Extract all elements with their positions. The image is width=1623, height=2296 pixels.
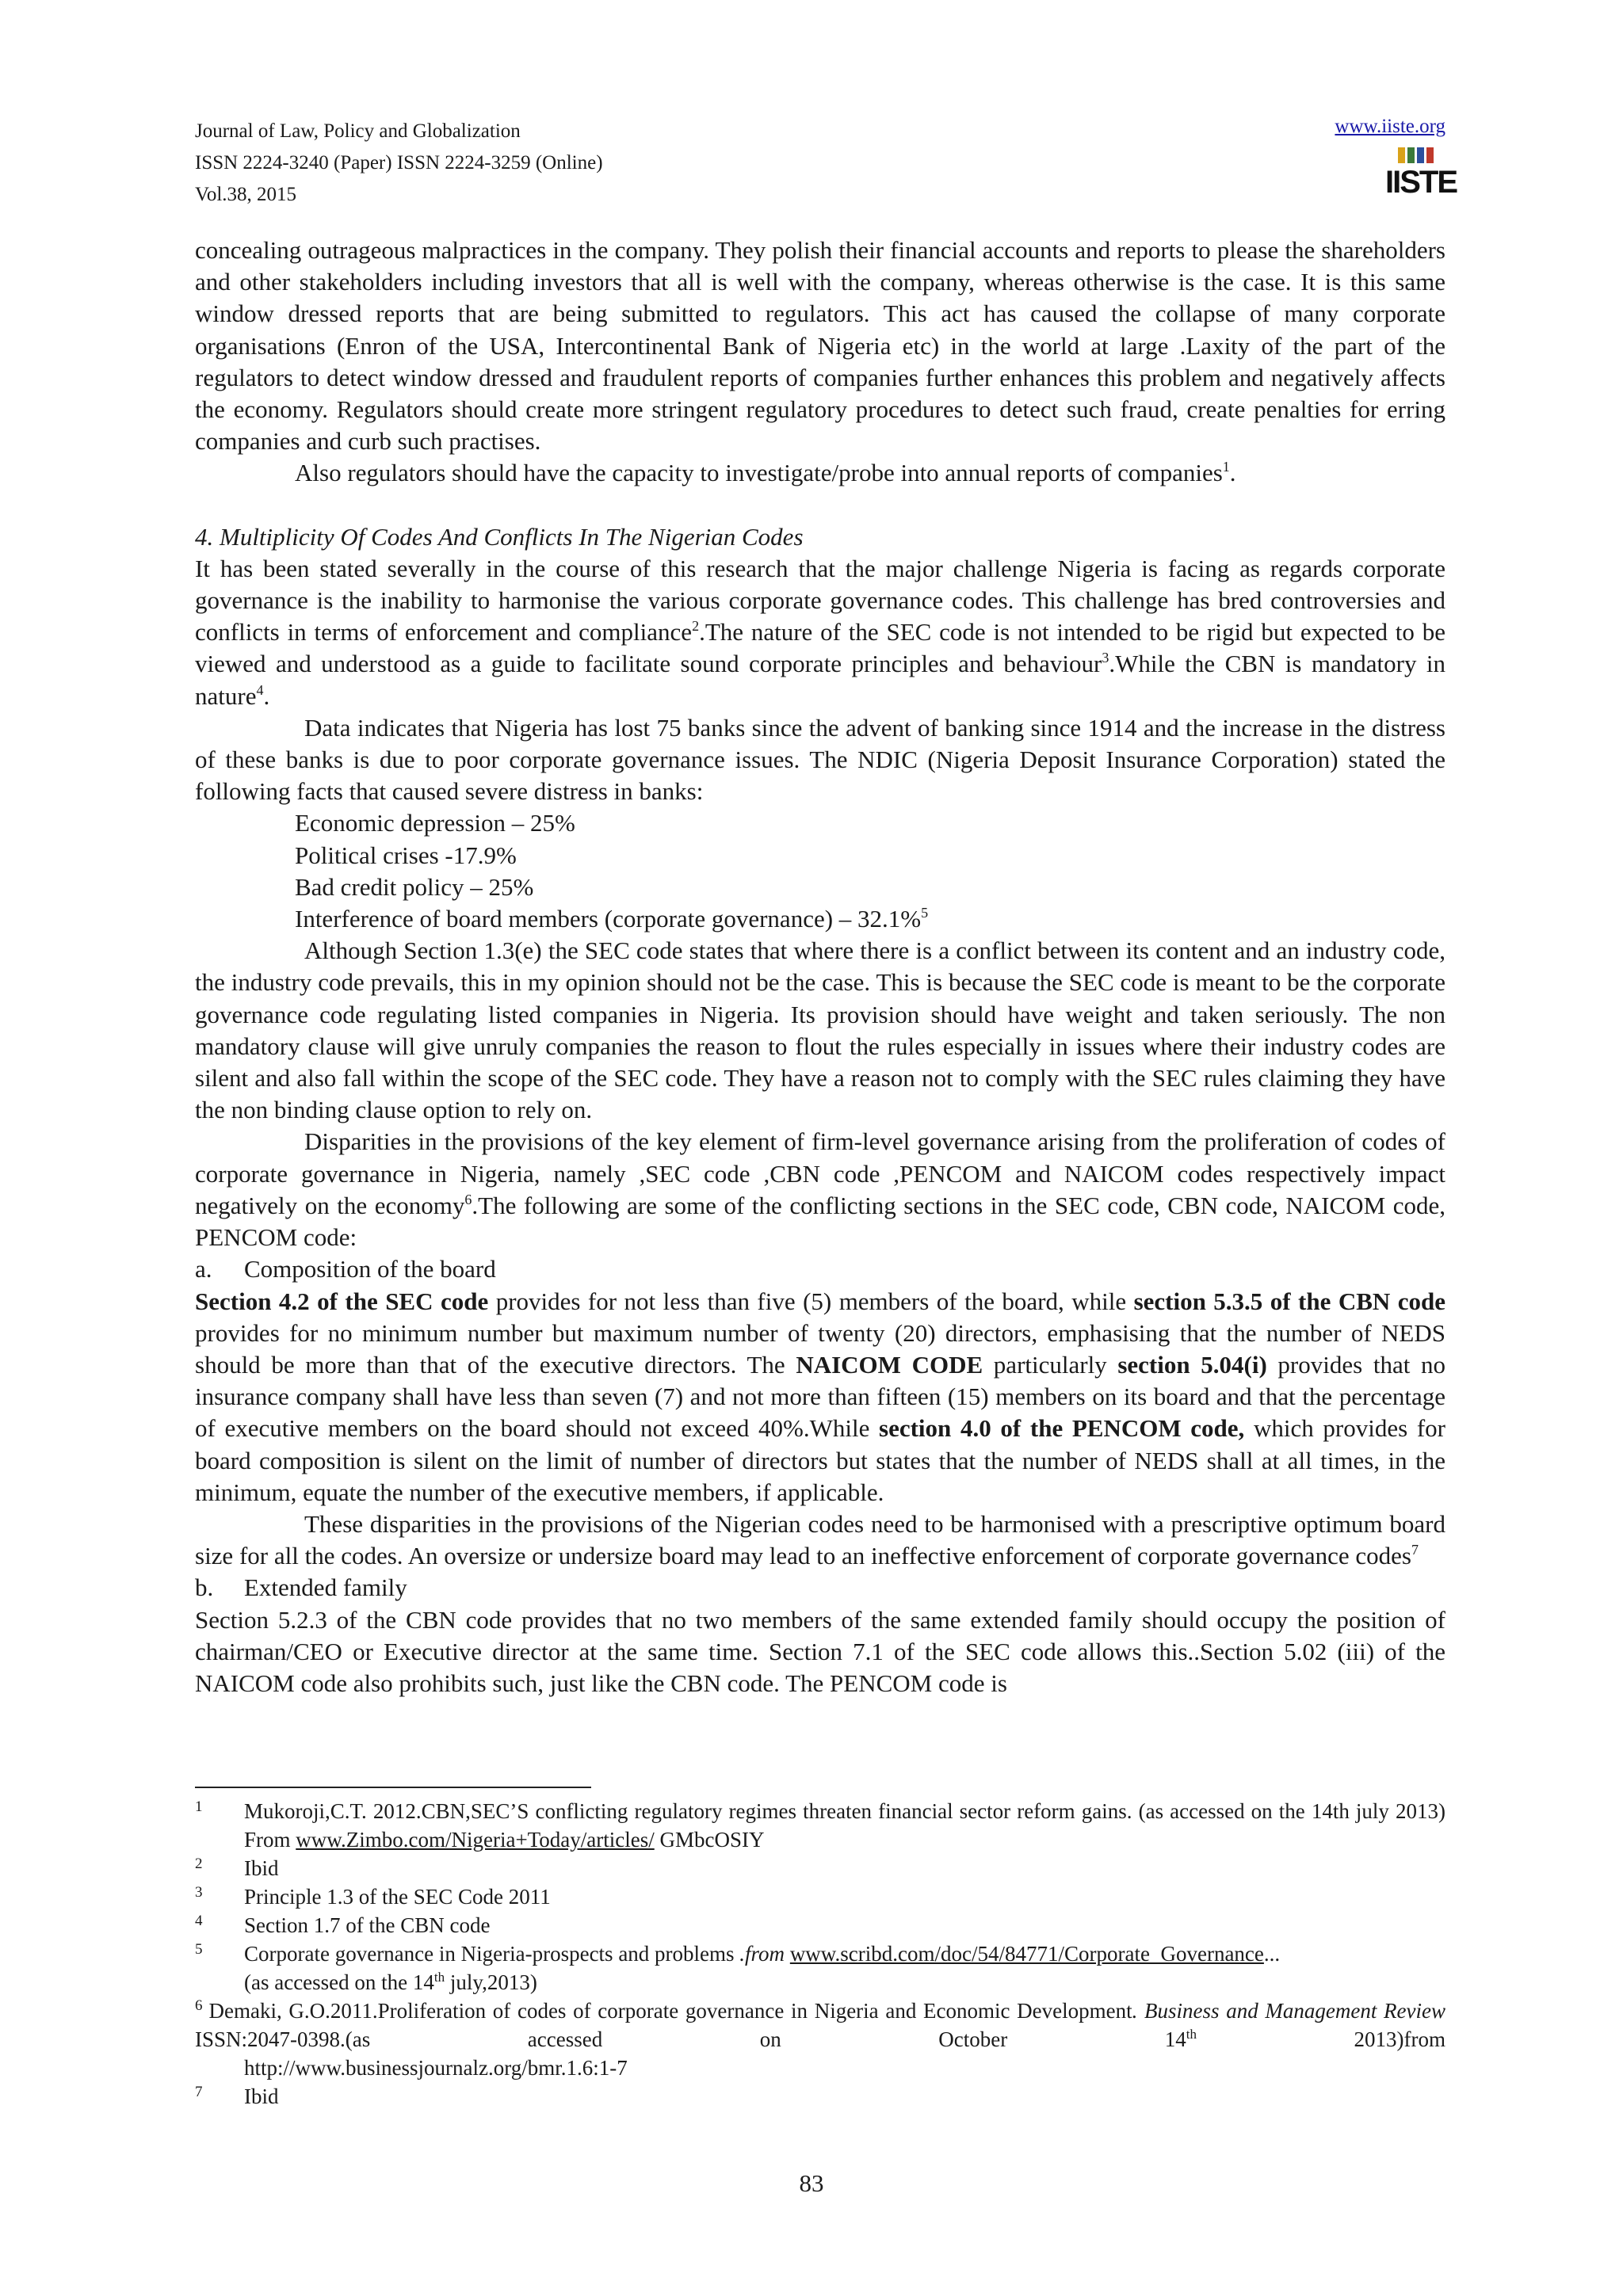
paragraph: Also regulators should have the capacity to investigate/probe into annual reports of companies$^1$. — [295, 459, 1236, 487]
footnote-ref[interactable]: 6 — [464, 1191, 472, 1207]
footnote-ref[interactable]: 2 — [692, 618, 700, 635]
footnote: 3 Principle 1.3 of the SEC Code 2011 — [195, 1884, 551, 1909]
footnote-link[interactable]: www.Zimbo.com/Nigeria+Today/articles/ — [296, 1828, 655, 1852]
footnote-ref[interactable]: 7 — [1411, 1542, 1419, 1558]
journal-issn: ISSN 2224-3240 (Paper) ISSN 2224-3259 (Online) — [195, 152, 603, 174]
logo-text: IISTE — [1385, 165, 1457, 200]
paragraph: Section 4.2 of the SEC code provides for not less than five (5) members of the board, while section 5.3.5 of the CBN code provides for no minimum number but maximum number of twenty (20) directors, emphasising that the number of NEDS should be more than that of the executive directors. The NAICOM CODE particularly section 5.04(i) provides that no insurance company shall have less than seven (7) and not more than fifteen (15) members on its board and that the percentage of executive members on the board should not exceed 40%.While section 4.0 of the PENCOM code, which provides for board composition is silent on the limit of number of directors but states that the number of NEDS shall at all times, in the minimum, equate the number of the executive members, if applicable. — [195, 1287, 1446, 1506]
footnote-ref[interactable]: 5 — [921, 905, 929, 921]
footnotes — [195, 1797, 1445, 2111]
paragraph: Disparities in the provisions of the key element of firm-level governance arising from the proliferation of codes of corporate governance in Nigeria, namely ,SEC code ,CBN code ,PENCOM and NAICOM codes respectively impact negatively on the economy$^6$.The following are some of the conflicting sections in the SEC code, CBN code, NAICOM code, PENCOM code: — [195, 1127, 1445, 1252]
paragraph: Data indicates that Nigeria has lost 75 banks since the advent of banking since 1914 and the increase in the distress of these banks is due to poor corporate governance issues. The NDIC (Nigeria Deposit Insurance Corporation) stated the following facts that caused severe distress in banks: — [195, 713, 1445, 806]
journal-volume: Vol.38, 2015 — [195, 184, 297, 205]
footnote: 1 Mukoroji,C.T. 2012.CBN,SEC’S conflicting regulatory regimes threaten financial sector reform gains. (as accessed on the 14th july 2013) From www.Zimbo.com/Nigeria+Today/articles/ GMbcOSIY — [195, 1798, 1445, 1852]
footnote: $^6$ Demaki, G.O.2011.Proliferation of codes of corporate governance in Nigeria and Economic Development. Business and Management Review ISSN:2047-0398.(as accessed on October 14th 2013)from — [195, 1997, 1446, 2051]
paragraph: Although Section 1.3(e) the SEC code states that where there is a conflict between its content and an industry code, the industry code prevails, this in my opinion should not be the case. This is because the SEC code is meant to be the corporate governance code regulating listed companies in Nigeria. Its provision should have weight and taken seriously. The non mandatory clause will give unruly companies the reason to flout the rules especially in issues where their industry codes are silent and also fall within the scope of the SEC code. They have a reason not to comply with the SEC rules claiming they have the non binding clause option to rely on. — [195, 936, 1445, 1124]
page-number: 83 — [799, 2169, 824, 2197]
iiste-logo — [1385, 147, 1457, 204]
paragraph: It has been stated severally in the course of this research that the major challenge Nigeria is facing as regards corporate governance is the inability to harmonise the various corporate governance codes. This challenge has bred controversies and conflicts in terms of enforcement and compliance$^2$.The nature of the SEC code is not intended to be rigid but expected to be viewed and understood as a guide to facilitate sound corporate principles and behaviour$^3$.While the CBN is mandatory in nature$^4$. — [195, 554, 1445, 710]
paragraph: concealing outrageous malpractices in the company. They polish their financial accounts and reports to please the shareholders and other stakeholders including investors that all is well with the company, whereas otherwise is the case. It is this same window dressed reports that are being submitted to regulators. This act has caused the collapse of many corporate organisations (Enron of the USA, Intercontinental Bank of Nigeria etc) in the world at large .Laxity of the part of the regulators to detect window dressed and fraudulent reports of companies further enhances this problem and negatively affects the economy. Regulators should create more stringent regulatory procedures to detect such fraud, create penalties for erring companies and curb such practises. — [195, 236, 1445, 456]
footnote-link[interactable]: www.scribd.com/doc/54/84771/Corporate_Governance — [789, 1942, 1264, 1966]
list-item: Interference of board members (corporate governance) – 32.1%$^5$ — [295, 905, 929, 933]
subheading-a: a. Composition of the board — [195, 1255, 496, 1283]
paragraph: Section 5.2.3 of the CBN code provides that no two members of the same extended family should occupy the position of chairman/CEO or Executive director at the same time. Section 7.1 of the SEC code allows this..Section 5.02 (iii) of the NAICOM code also prohibits such, just like the CBN code. The PENCOM code is — [195, 1605, 1445, 1697]
logo-bar — [1407, 147, 1415, 163]
list-item: Economic depression – 25% — [295, 809, 575, 837]
logo-bar — [1398, 147, 1405, 163]
footnote-ref[interactable]: 1 — [1222, 459, 1230, 475]
section-heading: 4. Multiplicity Of Codes And Conflicts In The Nigerian Codes — [195, 522, 804, 551]
article-body — [195, 235, 1445, 1699]
footnote: 2 Ibid — [195, 1855, 279, 1880]
footnote: 4 Section 1.7 of the CBN code — [195, 1913, 491, 1937]
list-item: Political crises -17.9% — [295, 841, 517, 869]
logo-bar — [1426, 147, 1434, 163]
footnote-ref[interactable]: 3 — [1102, 650, 1109, 666]
list-item: Bad credit policy – 25% — [295, 872, 534, 901]
paragraph: These disparities in the provisions of the Nigerian codes need to be harmonised with a prescriptive optimum board size for all the codes. An oversize or undersize board may lead to an ineffective enforcement of corporate governance codes$^7$ — [195, 1509, 1445, 1570]
logo-bar — [1417, 147, 1424, 163]
footnote: 5 Corporate governance in Nigeria-prospects and problems .from www.scribd.com/doc/54/84771/Corporate_Governance... (as accessed on the 14th july,2013) — [195, 1941, 1281, 1994]
logo-bars — [1385, 147, 1445, 165]
footnote-divider — [195, 1787, 591, 1788]
website-link[interactable]: www.iiste.org — [1335, 116, 1445, 137]
journal-title: Journal of Law, Policy and Globalization — [195, 120, 521, 142]
subheading-b: b. Extended family — [195, 1573, 407, 1602]
footnote: 7 Ibid — [195, 2084, 279, 2108]
footnote-continuation: http://www.businessjournalz.org/bmr.1.6:1-7 — [244, 2056, 628, 2080]
footnote-ref[interactable]: 4 — [256, 681, 264, 698]
